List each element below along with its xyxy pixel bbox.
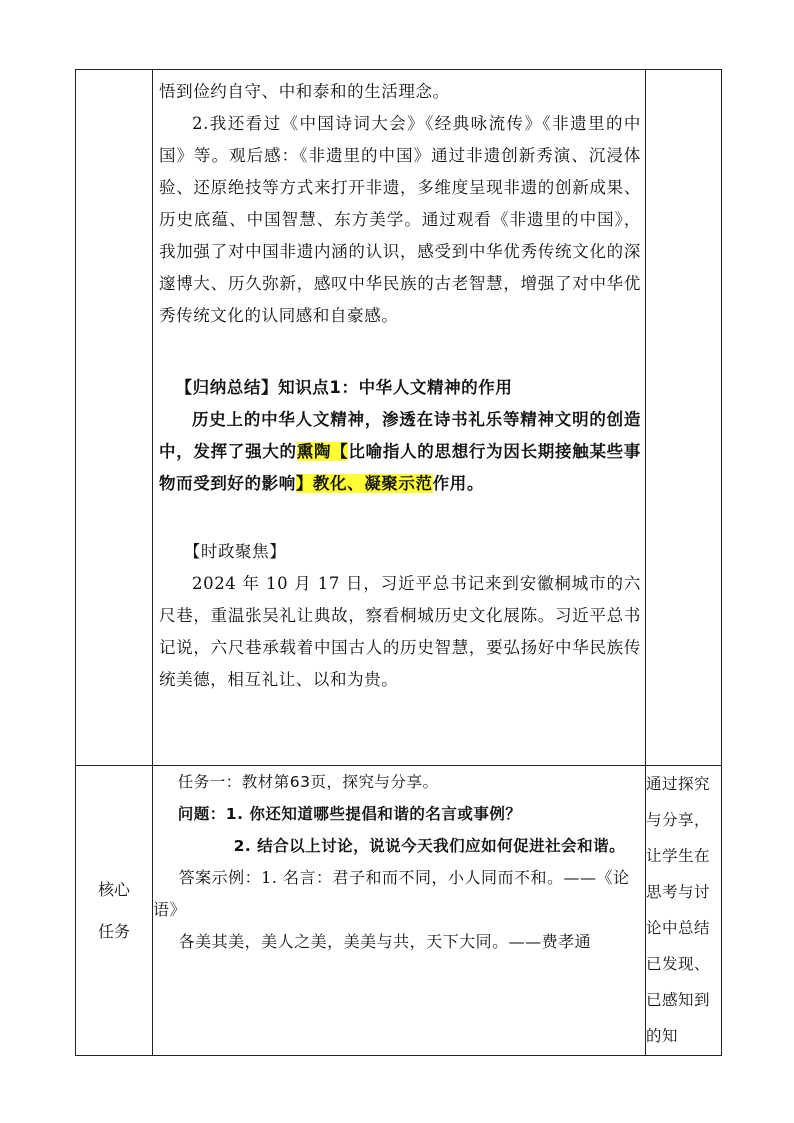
label-line-2: 任务 [97, 921, 130, 941]
summary-highlight-2: 】教化、凝聚示范 [295, 474, 433, 493]
lesson-plan-table [75, 69, 722, 1056]
news-heading: 【时政聚焦】 [183, 542, 287, 561]
left-empty-cell [76, 70, 153, 766]
right-empty-cell [646, 70, 722, 766]
answer-2: 各美其美，美人之美，美美与共，天下大同。——费孝通 [178, 932, 592, 951]
continued-line: 悟到俭约自守、中和泰和的生活理念。 [159, 82, 450, 101]
summary-heading: 【归纳总结】知识点1：中华人文精神的作用 [175, 378, 513, 397]
reflection-paragraph: 2.我还看过《中国诗词大会》《经典咏流传》《非遗里的中国》等。观后感：《非遗里的中国》通过非遗创新秀演、沉浸体验、还原绝技等方式来打开非遗，多维度呈现非遗的创新成果、历史底蕴、中国智慧、东方美学。通过观看《非遗里的中国》，我加强了对中国非遗内涵的认识，感受到中华优秀传统文化的深邃博大、历久弥新，感叹中华民族的古老智慧，增强了对中华优秀传统文化的认同感和自豪感。 [159, 114, 641, 325]
core-task-row [76, 766, 722, 1056]
summary-text-3: 作用。 [432, 474, 484, 493]
summary-text-2: 比喻指人的思想行为因长期接触某些事物而受到好的影响 [159, 442, 641, 493]
content-row [76, 70, 722, 766]
content-cell [153, 70, 646, 766]
question-1: 问题：1. 你还知道哪些提倡和谐的名言或事例？ [177, 805, 522, 823]
summary-highlight-1: 熏陶【 [296, 442, 349, 461]
task-cell [153, 766, 646, 1056]
task-title: 任务一：教材第63页，探究与分享。 [177, 773, 439, 791]
summary-paragraph [159, 404, 641, 500]
summary-text-1: 历史上的中华人文精神，渗透在诗书礼乐等精神文明的创造中，发挥了强大的 [159, 410, 641, 461]
purpose-note: 通过探究与分享，让学生在思考与讨论中总结已发现、已感知到的知 [646, 766, 722, 1056]
question-2: 2. 结合以上讨论，说说今天我们应如何促进社会和谐。 [233, 837, 626, 855]
answer-1: 答案示例：1. 名言：君子和而不同，小人同而不和。——《论语》 [153, 868, 630, 919]
news-paragraph: 2024 年 10 月 17 日，习近平总书记来到安徽桐城市的六尺巷，重温张吴礼让典故，察看桐城历史文化展陈。习近平总书记说，六尺巷承载着中国古人的历史智慧，要弘扬好中华民族传统美德，相互礼让、以和为贵。 [159, 574, 641, 689]
core-task-label [76, 766, 153, 1056]
label-line-1: 核心 [97, 879, 130, 899]
